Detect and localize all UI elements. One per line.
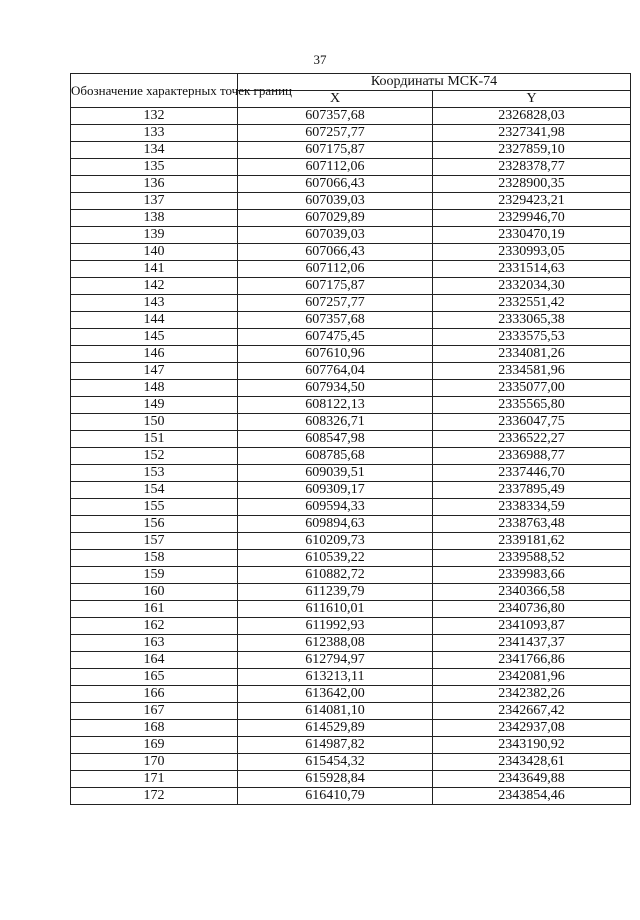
x-coordinate-cell: 607112,06 <box>238 159 433 176</box>
point-id-cell: 161 <box>71 601 238 618</box>
x-coordinate-cell: 607475,45 <box>238 329 433 346</box>
y-coordinate-cell: 2330993,05 <box>433 244 631 261</box>
table-row <box>71 703 631 720</box>
point-id-cell: 172 <box>71 788 238 805</box>
point-id-cell: 162 <box>71 618 238 635</box>
table-row <box>71 312 631 329</box>
table-row <box>71 244 631 261</box>
point-id-cell: 160 <box>71 584 238 601</box>
x-coordinate-cell: 608122,13 <box>238 397 433 414</box>
x-coordinate-cell: 615928,84 <box>238 771 433 788</box>
x-coordinate-cell: 614081,10 <box>238 703 433 720</box>
y-coordinate-cell: 2330470,19 <box>433 227 631 244</box>
y-coordinate-cell: 2332551,42 <box>433 295 631 312</box>
table-row <box>71 482 631 499</box>
point-id-cell: 171 <box>71 771 238 788</box>
point-id-cell: 155 <box>71 499 238 516</box>
y-coordinate-cell: 2334081,26 <box>433 346 631 363</box>
x-coordinate-cell: 616410,79 <box>238 788 433 805</box>
x-coordinate-cell: 607257,77 <box>238 295 433 312</box>
point-id-cell: 132 <box>71 108 238 125</box>
point-id-cell: 170 <box>71 754 238 771</box>
x-coordinate-cell: 607175,87 <box>238 278 433 295</box>
y-coordinate-cell: 2331514,63 <box>433 261 631 278</box>
x-coordinate-cell: 610209,73 <box>238 533 433 550</box>
table-row <box>71 771 631 788</box>
y-column-header: Y <box>433 91 631 108</box>
page-number: 37 <box>313 52 327 67</box>
y-coordinate-cell: 2342937,08 <box>433 720 631 737</box>
x-coordinate-cell: 607610,96 <box>238 346 433 363</box>
x-coordinate-cell: 608547,98 <box>238 431 433 448</box>
table-row <box>71 686 631 703</box>
table-row <box>71 652 631 669</box>
x-coordinate-cell: 610882,72 <box>238 567 433 584</box>
y-coordinate-cell: 2339181,62 <box>433 533 631 550</box>
point-id-cell: 142 <box>71 278 238 295</box>
table-row <box>71 227 631 244</box>
table-row <box>71 669 631 686</box>
x-coordinate-cell: 607066,43 <box>238 244 433 261</box>
point-id-cell: 159 <box>71 567 238 584</box>
table-row <box>71 159 631 176</box>
table-row <box>71 788 631 805</box>
x-coordinate-cell: 607934,50 <box>238 380 433 397</box>
y-coordinate-cell: 2329423,21 <box>433 193 631 210</box>
y-coordinate-cell: 2337446,70 <box>433 465 631 482</box>
point-id-cell: 135 <box>71 159 238 176</box>
point-id-cell: 136 <box>71 176 238 193</box>
x-coordinate-cell: 607029,89 <box>238 210 433 227</box>
table-row <box>71 754 631 771</box>
x-coordinate-cell: 607357,68 <box>238 108 433 125</box>
x-coordinate-cell: 612794,97 <box>238 652 433 669</box>
table-row <box>71 397 631 414</box>
table-row <box>71 465 631 482</box>
point-id-cell: 147 <box>71 363 238 380</box>
y-coordinate-cell: 2341093,87 <box>433 618 631 635</box>
point-id-cell: 167 <box>71 703 238 720</box>
y-coordinate-cell: 2342382,26 <box>433 686 631 703</box>
table-row <box>71 329 631 346</box>
x-coordinate-cell: 607357,68 <box>238 312 433 329</box>
point-id-cell: 144 <box>71 312 238 329</box>
coordinates-table <box>70 73 631 805</box>
x-coordinate-cell: 615454,32 <box>238 754 433 771</box>
point-id-cell: 157 <box>71 533 238 550</box>
y-coordinate-cell: 2337895,49 <box>433 482 631 499</box>
y-coordinate-cell: 2334581,96 <box>433 363 631 380</box>
point-id-cell: 154 <box>71 482 238 499</box>
y-coordinate-cell: 2328378,77 <box>433 159 631 176</box>
x-coordinate-cell: 609309,17 <box>238 482 433 499</box>
table-row <box>71 499 631 516</box>
point-id-cell: 140 <box>71 244 238 261</box>
table-row <box>71 295 631 312</box>
table-row <box>71 584 631 601</box>
y-coordinate-cell: 2335077,00 <box>433 380 631 397</box>
y-coordinate-cell: 2341766,86 <box>433 652 631 669</box>
table-row <box>71 142 631 159</box>
y-coordinate-cell: 2328900,35 <box>433 176 631 193</box>
table-row <box>71 635 631 652</box>
y-coordinate-cell: 2336522,27 <box>433 431 631 448</box>
x-coordinate-cell: 607764,04 <box>238 363 433 380</box>
point-id-cell: 156 <box>71 516 238 533</box>
table-row <box>71 431 631 448</box>
y-coordinate-cell: 2335565,80 <box>433 397 631 414</box>
table-row <box>71 193 631 210</box>
y-coordinate-cell: 2327859,10 <box>433 142 631 159</box>
point-id-cell: 138 <box>71 210 238 227</box>
point-id-cell: 169 <box>71 737 238 754</box>
y-coordinate-cell: 2339983,66 <box>433 567 631 584</box>
table-row <box>71 261 631 278</box>
x-coordinate-cell: 613213,11 <box>238 669 433 686</box>
coordinates-group-header: Координаты МСК-74 <box>238 74 631 91</box>
y-coordinate-cell: 2343428,61 <box>433 754 631 771</box>
table-row <box>71 737 631 754</box>
table-row <box>71 550 631 567</box>
point-id-cell: 133 <box>71 125 238 142</box>
x-coordinate-cell: 611610,01 <box>238 601 433 618</box>
x-coordinate-cell: 607066,43 <box>238 176 433 193</box>
table-row <box>71 176 631 193</box>
table-row <box>71 414 631 431</box>
table-row <box>71 533 631 550</box>
x-coordinate-cell: 610539,22 <box>238 550 433 567</box>
table-row <box>71 346 631 363</box>
y-coordinate-cell: 2338763,48 <box>433 516 631 533</box>
table-row <box>71 448 631 465</box>
point-id-cell: 139 <box>71 227 238 244</box>
table-row <box>71 125 631 142</box>
x-coordinate-cell: 607112,06 <box>238 261 433 278</box>
x-coordinate-cell: 614987,82 <box>238 737 433 754</box>
table-row <box>71 108 631 125</box>
point-id-cell: 153 <box>71 465 238 482</box>
x-coordinate-cell: 609039,51 <box>238 465 433 482</box>
point-id-cell: 150 <box>71 414 238 431</box>
point-id-cell: 151 <box>71 431 238 448</box>
x-column-header: X <box>238 91 433 108</box>
x-coordinate-cell: 607039,03 <box>238 193 433 210</box>
x-coordinate-cell: 611992,93 <box>238 618 433 635</box>
y-coordinate-cell: 2329946,70 <box>433 210 631 227</box>
x-coordinate-cell: 608785,68 <box>238 448 433 465</box>
y-coordinate-cell: 2333065,38 <box>433 312 631 329</box>
table-row <box>71 720 631 737</box>
point-id-cell: 164 <box>71 652 238 669</box>
point-id-cell: 165 <box>71 669 238 686</box>
y-coordinate-cell: 2332034,30 <box>433 278 631 295</box>
point-id-cell: 143 <box>71 295 238 312</box>
x-coordinate-cell: 607039,03 <box>238 227 433 244</box>
point-designation-header: Обозначение характерных точек границ <box>71 74 238 108</box>
x-coordinate-cell: 613642,00 <box>238 686 433 703</box>
y-coordinate-cell: 2333575,53 <box>433 329 631 346</box>
point-id-cell: 158 <box>71 550 238 567</box>
y-coordinate-cell: 2326828,03 <box>433 108 631 125</box>
y-coordinate-cell: 2343854,46 <box>433 788 631 805</box>
y-coordinate-cell: 2340736,80 <box>433 601 631 618</box>
point-id-cell: 163 <box>71 635 238 652</box>
y-coordinate-cell: 2342081,96 <box>433 669 631 686</box>
point-id-cell: 137 <box>71 193 238 210</box>
table-row <box>71 210 631 227</box>
x-coordinate-cell: 609894,63 <box>238 516 433 533</box>
table-row <box>71 278 631 295</box>
table-row <box>71 380 631 397</box>
point-id-cell: 145 <box>71 329 238 346</box>
y-coordinate-cell: 2336988,77 <box>433 448 631 465</box>
point-id-cell: 152 <box>71 448 238 465</box>
y-coordinate-cell: 2327341,98 <box>433 125 631 142</box>
table-row <box>71 618 631 635</box>
y-coordinate-cell: 2342667,42 <box>433 703 631 720</box>
point-id-cell: 149 <box>71 397 238 414</box>
point-id-cell: 146 <box>71 346 238 363</box>
x-coordinate-cell: 614529,89 <box>238 720 433 737</box>
y-coordinate-cell: 2338334,59 <box>433 499 631 516</box>
point-id-cell: 141 <box>71 261 238 278</box>
x-coordinate-cell: 611239,79 <box>238 584 433 601</box>
x-coordinate-cell: 612388,08 <box>238 635 433 652</box>
point-id-cell: 148 <box>71 380 238 397</box>
table-row <box>71 363 631 380</box>
table-row <box>71 516 631 533</box>
point-id-cell: 168 <box>71 720 238 737</box>
point-id-cell: 134 <box>71 142 238 159</box>
table-row <box>71 601 631 618</box>
x-coordinate-cell: 609594,33 <box>238 499 433 516</box>
point-id-cell: 166 <box>71 686 238 703</box>
table-header <box>71 74 631 108</box>
y-coordinate-cell: 2343649,88 <box>433 771 631 788</box>
x-coordinate-cell: 607175,87 <box>238 142 433 159</box>
table-row <box>71 567 631 584</box>
x-coordinate-cell: 607257,77 <box>238 125 433 142</box>
x-coordinate-cell: 608326,71 <box>238 414 433 431</box>
y-coordinate-cell: 2340366,58 <box>433 584 631 601</box>
y-coordinate-cell: 2339588,52 <box>433 550 631 567</box>
y-coordinate-cell: 2336047,75 <box>433 414 631 431</box>
y-coordinate-cell: 2341437,37 <box>433 635 631 652</box>
y-coordinate-cell: 2343190,92 <box>433 737 631 754</box>
table-body <box>71 108 631 805</box>
